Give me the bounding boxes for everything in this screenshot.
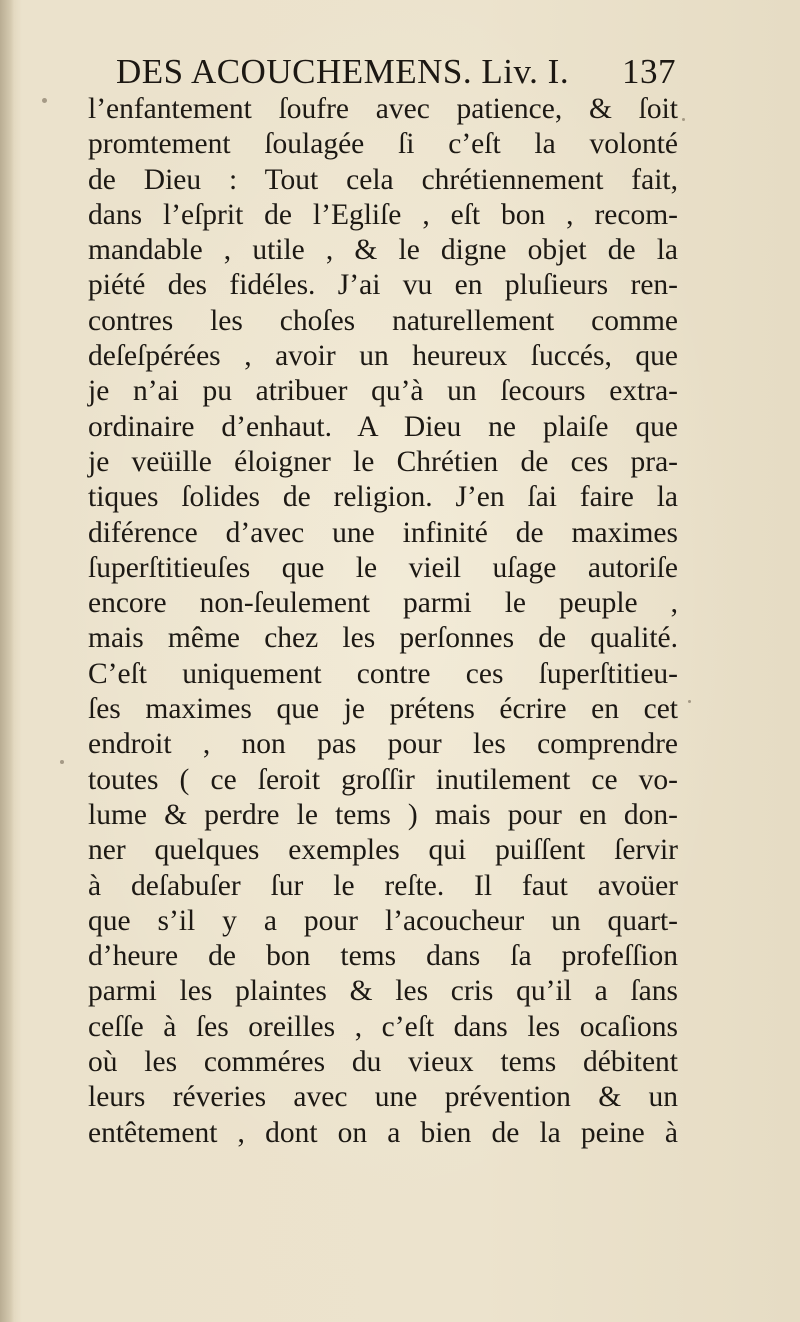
- text-line: C’eſt uniquement contre ces ſuperſtitieu-: [88, 657, 678, 690]
- page-gutter-shadow: [0, 0, 14, 1322]
- paper-speck: [42, 98, 47, 103]
- text-line: l’enfantement ſoufre avec patience, & ſoit: [88, 93, 678, 125]
- text-line: piété des fidéles. J’ai vu en pluſieurs ren-: [88, 269, 678, 302]
- text-line: ſes maximes que je prétens écrire en cet: [88, 693, 678, 726]
- body-text: [88, 92, 678, 1151]
- text-line: d’heure de bon tems dans ſa profeſſion: [88, 940, 678, 973]
- text-line: ſuperſtitieuſes que le vieil uſage autoriſe: [88, 551, 678, 584]
- text-line: lume & perdre le tems ) mais pour en don-: [88, 798, 678, 831]
- text-line: endroit , non pas pour les comprendre: [88, 728, 678, 761]
- text-line: mandable , utile , & le digne objet de la: [88, 234, 678, 267]
- text-line: entêtement , dont on a bien de la peine à: [88, 1116, 678, 1149]
- paper-speck: [688, 700, 691, 703]
- text-line: ner quelques exemples qui puiſſent ſervir: [88, 834, 678, 867]
- running-head: [116, 52, 676, 92]
- paper-speck: [682, 118, 685, 121]
- text-line: diférence d’avec une infinité de maximes: [88, 516, 678, 549]
- text-line: parmi les plaintes & les cris qu’il a ſans: [88, 975, 678, 1008]
- text-line: leurs réveries avec une prévention & un: [88, 1081, 678, 1114]
- text-line: où les comméres du vieux tems débitent: [88, 1046, 678, 1079]
- text-line: tiques ſolides de religion. J’en ſai faire la: [88, 481, 678, 514]
- running-head-title: DES ACOUCHEMENS. Liv. I.: [116, 52, 570, 91]
- text-line: promtement ſoulagée ſi c’eſt la volonté: [88, 128, 678, 161]
- text-line: encore non-ſeulement parmi le peuple ,: [88, 587, 678, 620]
- text-line: dans l’eſprit de l’Egliſe , eſt bon , recom-: [88, 198, 678, 231]
- text-line: je veüille éloigner le Chrétien de ces pra-: [88, 445, 678, 478]
- text-line: ordinaire d’enhaut. A Dieu ne plaiſe que: [88, 410, 678, 443]
- text-line: toutes ( ce ſeroit groſſir inutilement ce vo-: [88, 763, 678, 796]
- text-line: ceſſe à ſes oreilles , c’eſt dans les ocaſions: [88, 1010, 678, 1043]
- paper-speck: [60, 760, 64, 764]
- text-line: deſeſpérées , avoir un heureux ſuccés, que: [88, 340, 678, 373]
- text-line: à deſabuſer ſur le reſte. Il faut avoüer: [88, 869, 678, 902]
- text-line: je n’ai pu atribuer qu’à un ſecours extra-: [88, 375, 678, 408]
- text-line: contres les choſes naturellement comme: [88, 304, 678, 337]
- text-line: que s’il y a pour l’acoucheur un quart-: [88, 904, 678, 937]
- text-line: mais même chez les perſonnes de qualité.: [88, 622, 678, 655]
- page-number: 137: [622, 52, 676, 91]
- text-line: de Dieu : Tout cela chrétiennement fait,: [88, 163, 678, 196]
